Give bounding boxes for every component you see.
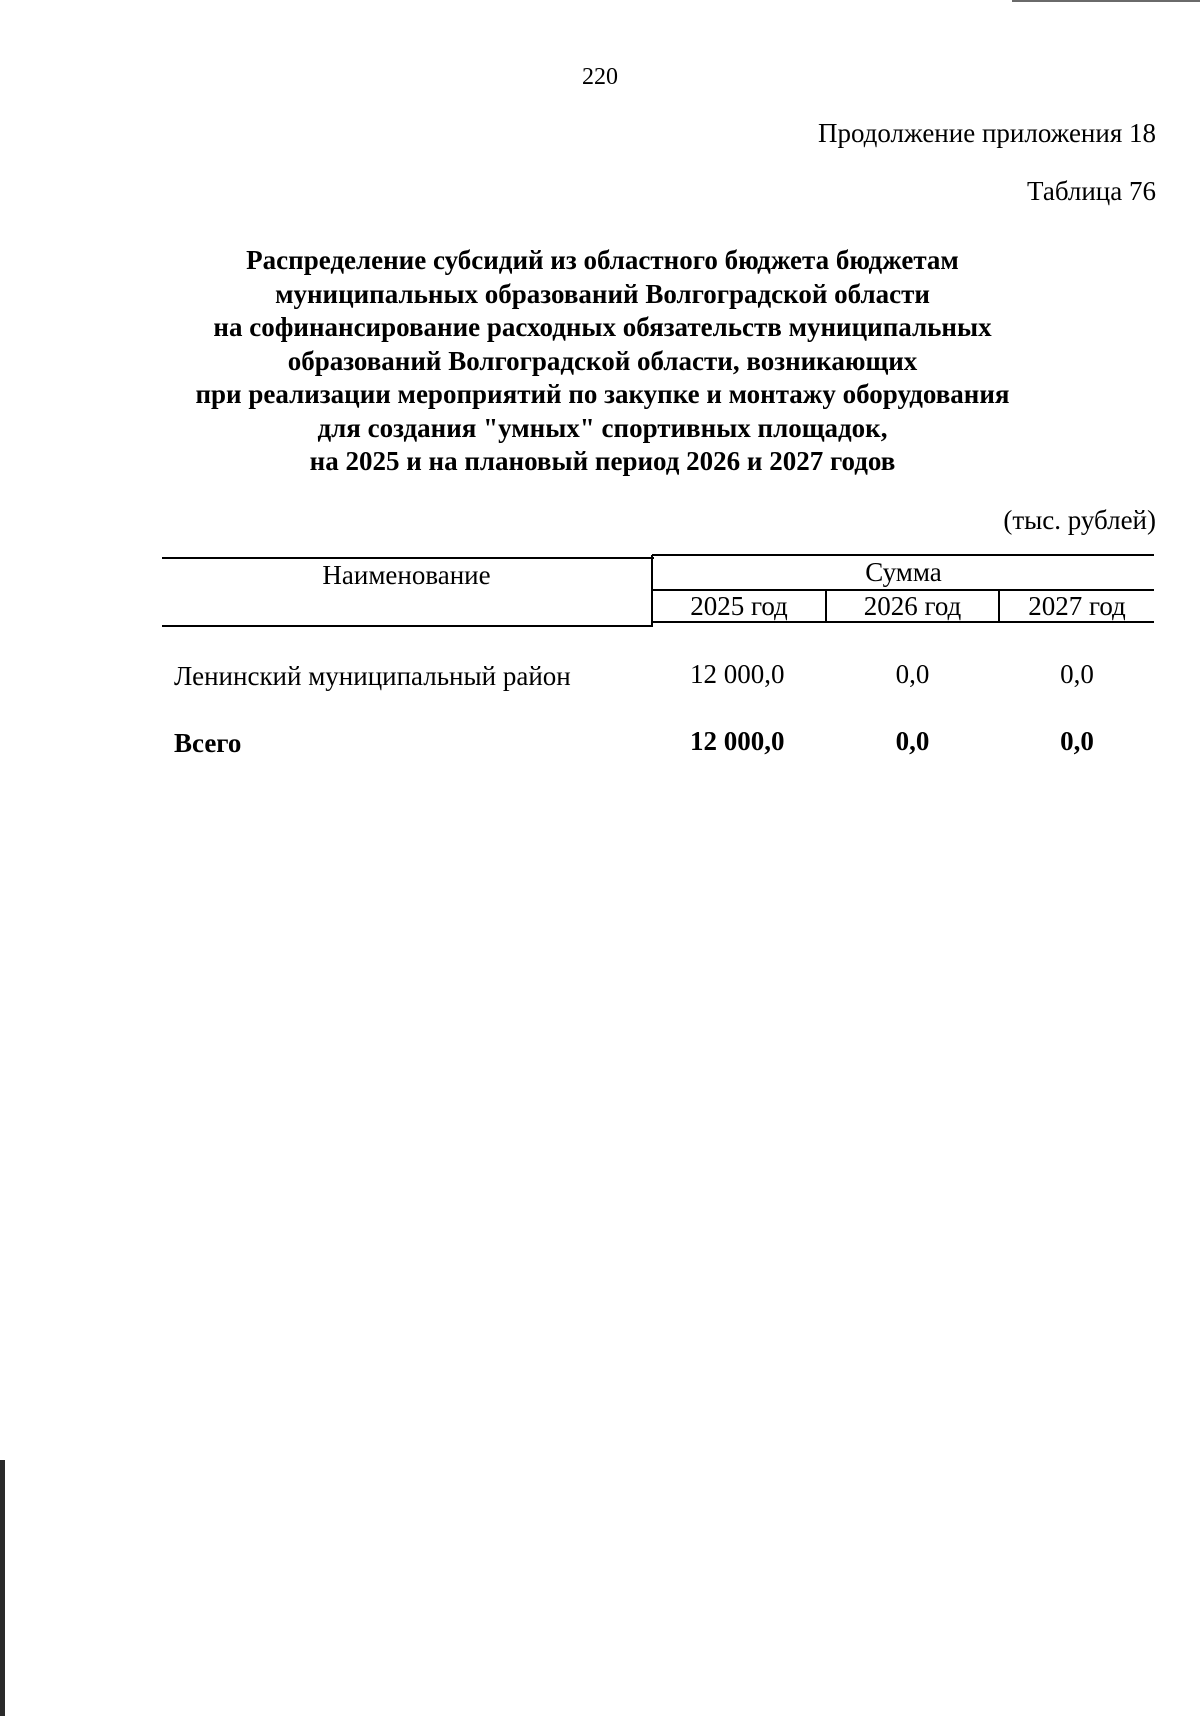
table-top-border-sum	[652, 554, 1154, 556]
column-header-sum: Сумма	[865, 557, 942, 587]
title-line: Распределение субсидий из областного бюджета бюджетам	[246, 245, 959, 275]
row-value: 0,0	[1060, 659, 1094, 689]
scan-artifact-top-line	[1012, 0, 1200, 2]
title-line: на софинансирование расходных обязательств муниципальных	[213, 312, 992, 342]
title-line: для создания "умных" спортивных площадок,	[317, 412, 888, 443]
row-value: 0,0	[895, 659, 930, 689]
title-line: муниципальных образований Волгоградской области	[275, 278, 930, 309]
total-value: 0,0	[895, 726, 930, 756]
column-header-year: 2027 год	[1028, 591, 1126, 621]
table-number: Таблица 76	[1027, 176, 1156, 206]
column-header-name: Наименование	[322, 560, 491, 590]
row-name: Ленинский муниципальный район	[174, 661, 571, 691]
row-value: 12 000,0	[690, 659, 785, 689]
scan-artifact-left-edge	[0, 1460, 5, 1716]
column-header-year: 2026 год	[863, 591, 962, 621]
column-header-year: 2025 год	[690, 591, 788, 621]
title-line: при реализации мероприятий по закупке и монтажу оборудования	[195, 379, 1010, 409]
total-value: 0,0	[1060, 726, 1094, 756]
title-line: образований Волгоградской области, возникающих	[287, 345, 918, 376]
title-line: на 2025 и на плановый период 2026 и 2027 годов	[309, 446, 896, 476]
total-value: 12 000,0	[690, 726, 785, 756]
total-label: Всего	[174, 728, 242, 758]
appendix-continuation: Продолжение приложения 18	[817, 118, 1156, 148]
units-label: (тыс. рублей)	[1003, 505, 1156, 535]
table-header-bottom	[162, 625, 653, 627]
document-title	[120, 244, 1085, 479]
page-number: 220	[582, 64, 618, 90]
table-top-border	[162, 557, 654, 559]
